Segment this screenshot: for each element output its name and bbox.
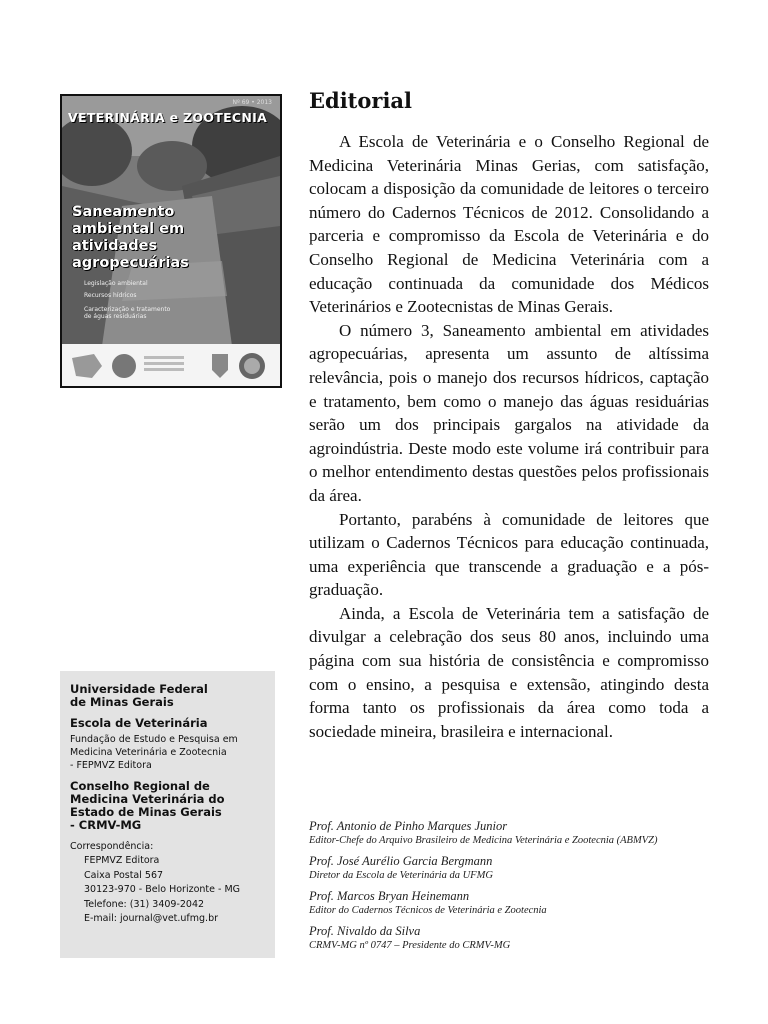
cover-title: Saneamento ambiental em atividades agropecuárias xyxy=(72,204,189,271)
foundation-name: Fundação de Estudo e Pesquisa em Medicina Veterinária e Zootecnia - FEPMVZ Editora xyxy=(70,734,238,771)
cover-topic: Legislação ambiental xyxy=(84,280,148,287)
correspondence-phone: Telefone: (31) 3409-2042 xyxy=(84,898,205,910)
publisher-info-box xyxy=(60,671,275,958)
correspondence-email[interactable]: E-mail: journal@vet.ufmg.br xyxy=(84,913,219,924)
ufmg-logo-icon xyxy=(72,354,102,378)
cover-journal-title: VETERINÁRIA e ZOOTECNIA xyxy=(68,110,268,125)
correspondence-po-box: Caixa Postal 567 xyxy=(84,869,164,881)
signature-name: Prof. José Aurélio Garcia Bergmann xyxy=(309,854,493,868)
crmv-shield-icon xyxy=(212,354,228,378)
cover-topic: de águas residuárias xyxy=(84,313,147,320)
cover-image xyxy=(60,94,282,388)
cover-edition-label: Nº 69 • 2013 xyxy=(232,99,272,106)
signature-name: Prof. Marcos Bryan Heinemann xyxy=(309,889,470,903)
school-name: Escola de Veterinária xyxy=(70,716,208,730)
correspondence-publisher: FEPMVZ Editora xyxy=(84,855,160,866)
cover-topic: Caracterização e tratamento xyxy=(84,306,171,313)
correspondence-address: 30123-970 - Belo Horizonte - MG xyxy=(84,884,240,895)
cover-logo-strip xyxy=(62,344,280,386)
editorial-paragraph: Portanto, parabéns à comunidade de leitores que utilizam o Cadernos Técnicos para educação continuada, uma experiência que transcende a graduação e a pós-graduação. xyxy=(309,509,709,600)
council-name: Conselho Regional de Medicina Veterinária do Estado de Minas Gerais - CRMV-MG xyxy=(70,779,225,832)
signature xyxy=(309,853,729,883)
escola-veterinaria-logo-icon xyxy=(112,354,136,378)
cover-topic: Recursos hídricos xyxy=(84,292,137,299)
university-name: Universidade Federal de Minas Gerais xyxy=(70,682,208,709)
signature-role: Editor-Chefe do Arquivo Brasileiro de Medicina Veterinária e Zootecnia (ABMVZ) xyxy=(309,835,658,846)
signature-block xyxy=(309,818,729,958)
correspondence-label: Correspondência: xyxy=(70,841,154,852)
editorial-paragraph: Ainda, a Escola de Veterinária tem a satisfação de divulgar a celebração dos seus 80 anos, incluindo uma página com sua história de consistência e compromisso com o ensino, a pesquisa e extensão, atingindo desta forma tanto os profissionais da área como toda a sociedade mineira, brasileira e internacional. xyxy=(309,603,709,741)
editorial-heading: Editorial xyxy=(309,88,413,113)
signature-role: Editor do Cadernos Técnicos de Veterinária e Zootecnia xyxy=(309,905,547,916)
signature-name: Prof. Antonio de Pinho Marques Junior xyxy=(309,819,508,833)
signature-role: CRMV-MG nº 0747 – Presidente do CRMV-MG xyxy=(309,940,511,951)
signature xyxy=(309,818,729,848)
signature xyxy=(309,888,729,918)
signature-role: Diretor da Escola de Veterinária da UFMG xyxy=(309,870,493,881)
signature xyxy=(309,923,729,953)
editorial-body xyxy=(309,130,709,743)
editorial-paragraph: O número 3, Saneamento ambiental em atividades agropecuárias, apresenta um assunto de altíssima relevância, pois o manejo dos recursos hídricos, captação e tratamento, bem como o manejo das águas residuárias serão um dos principais gargalos na atividade da agroindústria. Deste modo este volume irá contribuir para o melhor entendimento destas questões pelos profissionais da área. xyxy=(309,320,709,505)
signature-name: Prof. Nivaldo da Silva xyxy=(309,924,421,938)
editorial-paragraph: A Escola de Veterinária e o Conselho Regional de Medicina Veterinária Minas Gerias, com satisfação, colocam a disposição da comunidade de leitores o terceiro número do Cadernos Técnicos de 2012. Consolidando a parceria e compromisso da Escola de Veterinária e do Conselho Regional de Medicina Veterinária com a educação continuada da comunidade dos Médicos Veterinários e Zootecnistas de Minas Gerais. xyxy=(309,132,709,317)
